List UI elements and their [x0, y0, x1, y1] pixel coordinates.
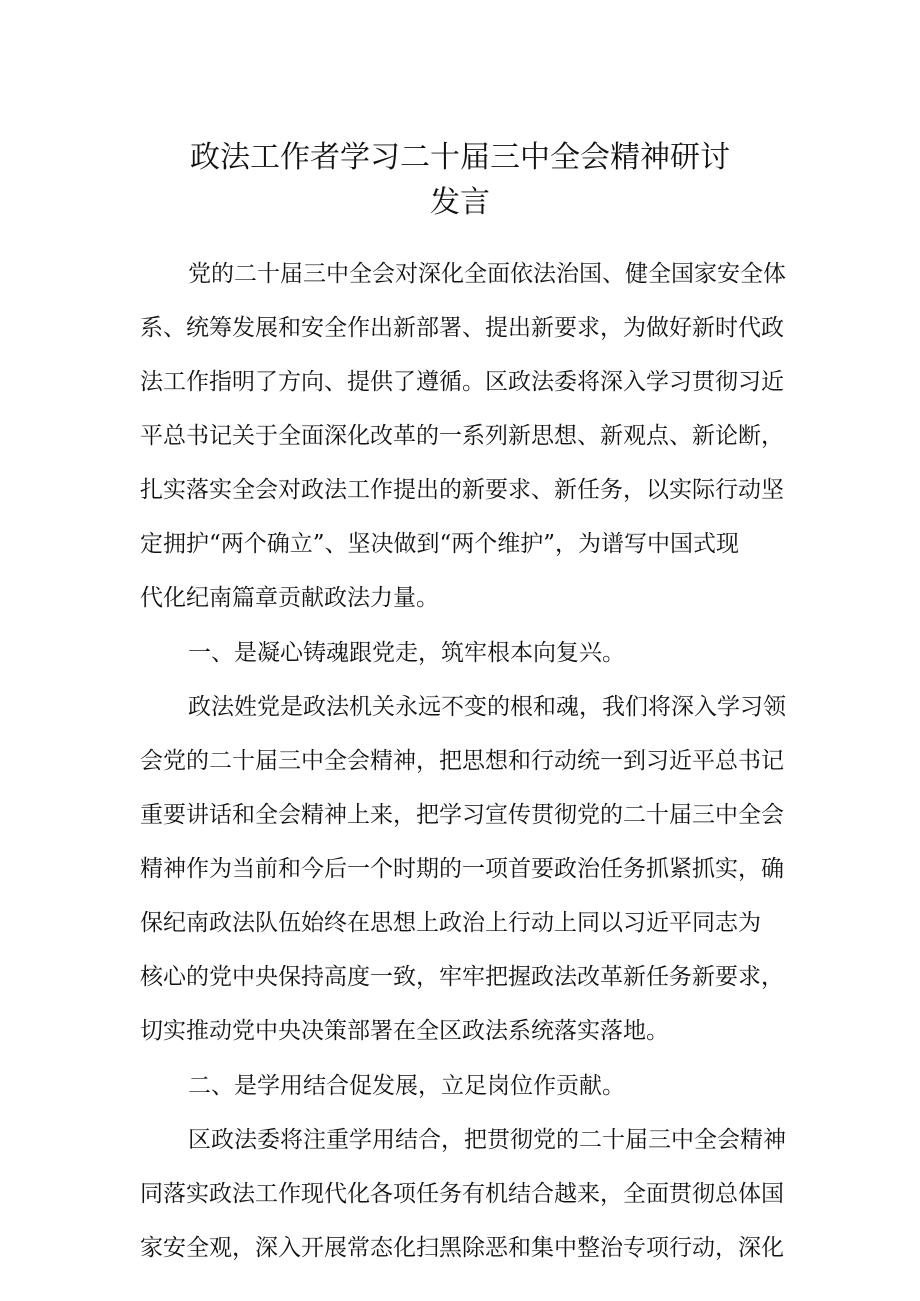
document-title-line-1: 政法工作者学习二十届三中全会精神研讨: [190, 140, 730, 175]
document-page: 政法工作者学习二十届三中全会精神研讨 发言 党的二十届三中全会对深化全面依法治国、健全国家安全体 系、统筹发展和安全作出新部署、提出新要求，为做好新时代政 法工作指明了方向、提供了遵循。区政法委将深入学习贯彻习近 平总书记关于全面深化改革的一系列新思想、新观点、新论断， 扎实落实全会对政法工作提出的新要求、新任务，以实际行动坚 定拥护“两个确立”、坚决做到“两个维护”，为谱写中国式现 代化纪南篇章贡献政法力量。 一、是凝心铸魂跟党走，筑牢根本向复兴。 政法姓党是政法机关永远不变的根和魂，我们将深入学习领 会党的二十届三中全会精神，把思想和行动统一到习近平总书记 重要讲话和全会精神上来，把学习宣传贯彻党的二十届三中全会 精神作为当前和今后一个时期的一项首要政治任务抓紧抓实，确 保纪南政法队伍始终在思想上政治上行动上同以习近平同志为 核心的党中央保持高度一致，牢牢把握政法改革新任务新要求， 切实推动党中央决策部署在全区政法系统落实落地。 二、是学用结合促发展，立足岗位作贡献。 区政法委将注重学用结合，把贯彻党的二十届三中全会精神 同落实政法工作现代化各项任务有机结合越来，全面贯彻总体国 家安全观，深入开展常态化扫黑除恶和集中整治专项行动，深化: [0, 0, 920, 1301]
document-title-line-2: 发言: [430, 185, 490, 220]
